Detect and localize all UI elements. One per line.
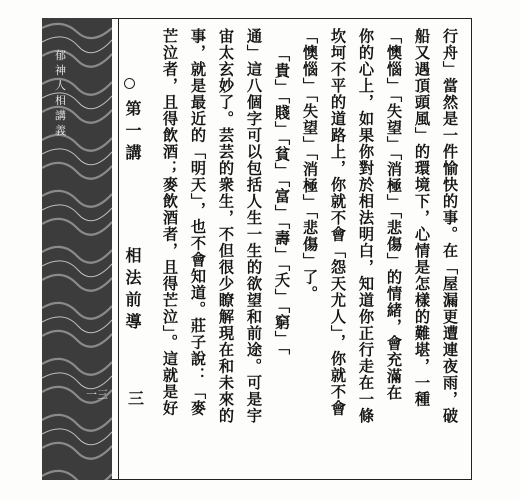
side-border-page-number: 一三 bbox=[86, 388, 108, 401]
text-column-6: 「懊惱」「失望」「消極」「悲傷」了。 bbox=[301, 28, 319, 303]
section-title: 相法前導 bbox=[123, 247, 142, 335]
text-column-5: 坎坷不平的道路上，你就不會「怨天尤人」，你就不會 bbox=[329, 28, 347, 417]
text-column-4: 你的心上，如果你對於相法明白，知道你正行走在一條 bbox=[357, 28, 375, 424]
text-column-9: 宙太玄妙了。芸芸的衆生，不但很少瞭解現在和未來的 bbox=[217, 28, 235, 424]
text-column-8: 通」這八個字可以包括人生一生的欲望和前途。可是宇 bbox=[245, 28, 263, 424]
text-column-3: 「懊惱」「失望」「消極」「悲傷」的情緒，會充滿在 bbox=[385, 28, 403, 402]
text-column-1: 行舟」當然是一件愉快的事。在「屋漏更遭連夜雨，破 bbox=[441, 28, 459, 424]
circle-marker-icon bbox=[124, 78, 135, 89]
frame-divider-line bbox=[118, 18, 119, 480]
text-column-2: 船又遇頂頭風」的環境下，心情是怎樣的難堪，一種 bbox=[413, 28, 431, 408]
chapter-title: 第一講 bbox=[123, 100, 142, 166]
side-border-title: 郁神人相講義 bbox=[55, 49, 67, 137]
text-column-11: 芒泣者，且得飲酒；麥飲酒者，且得芒泣」。這就是好 bbox=[161, 28, 179, 417]
page-number: 三 bbox=[128, 389, 145, 408]
text-column-10: 事，就是最近的「明天」，也不會知道。莊子說：「麥 bbox=[189, 28, 207, 417]
text-column-7: 「貴」「賤」「貧」「富」「壽」「夭」「窮」「 bbox=[273, 46, 291, 356]
